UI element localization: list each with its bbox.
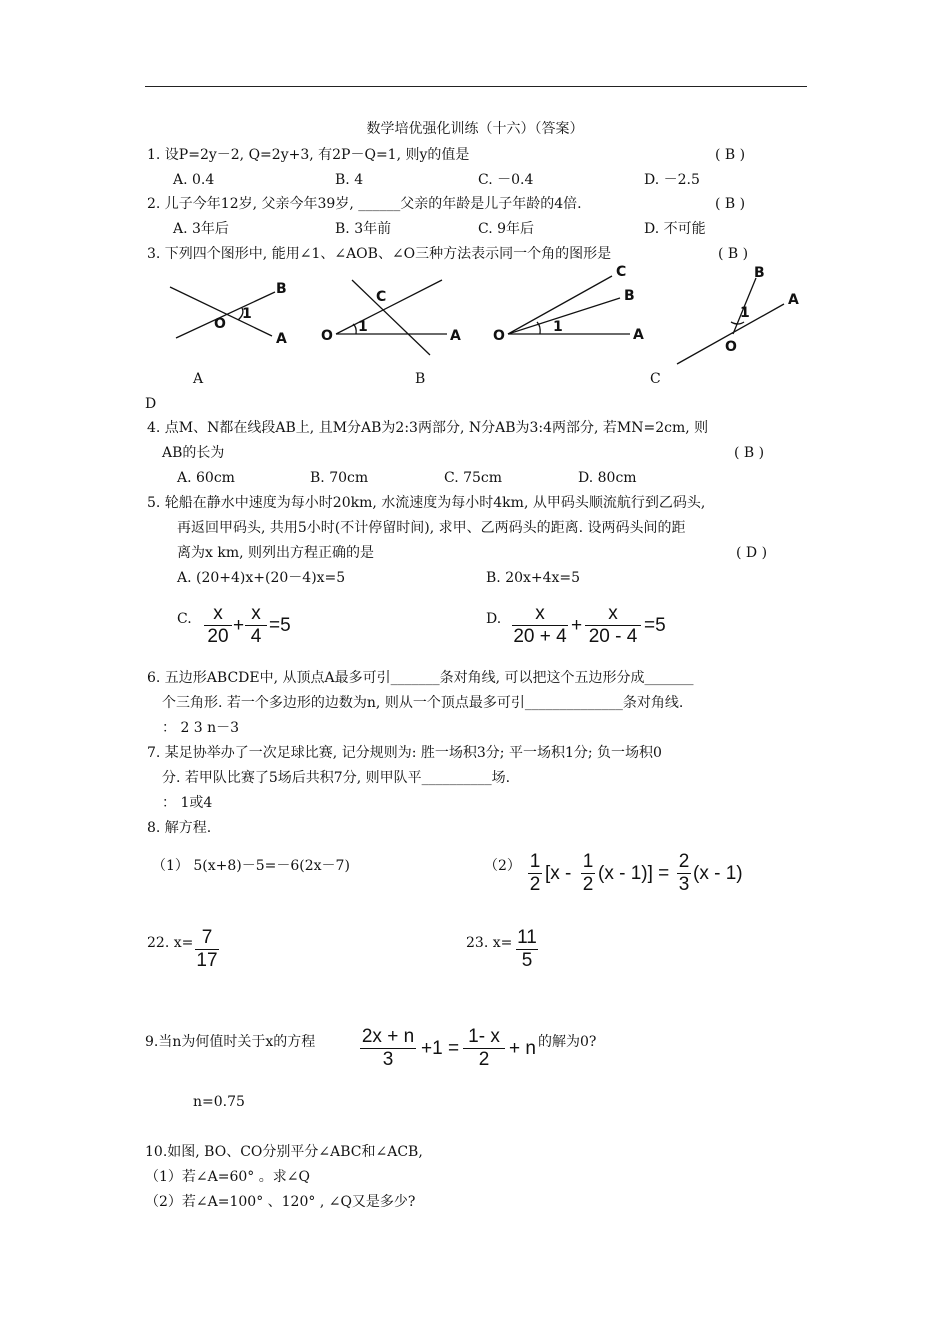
numerator: x	[608, 603, 618, 624]
plus-sign: +	[571, 615, 583, 636]
numerator: 1	[529, 851, 541, 872]
q9-suffix: 的解为0?	[538, 1034, 597, 1050]
q4-answer: ( B )	[734, 445, 765, 461]
q1-stem: 1. 设P=2y－2, Q=2y+3, 有2P－Q=1, 则y的值是	[147, 147, 470, 163]
q2-stem: 2. 儿子今年12岁, 父亲今年39岁, ______父亲的年龄是儿子年龄的4倍.	[147, 196, 582, 212]
fig-c-label-1: 1	[553, 319, 563, 335]
q2-option-a: A. 3年后	[173, 221, 229, 237]
q4-line2: AB的长为	[162, 445, 225, 461]
q8-eq-middle-2: (x - 1)] =	[598, 863, 670, 884]
q1-option-b: B. 4	[335, 172, 364, 188]
q1-option-c: C. －0.4	[478, 172, 534, 188]
denominator: 2	[529, 874, 541, 895]
q7-answer: ： 1或4	[162, 795, 213, 811]
denominator: 4	[245, 625, 267, 648]
fig-b-label-a: A	[450, 328, 461, 344]
q2-option-b: B. 3年前	[335, 221, 392, 237]
q8-stem: 8. 解方程.	[147, 820, 212, 836]
fig-d-label-a: A	[788, 292, 799, 308]
q3-caption-a: A	[193, 371, 204, 387]
q8-eq-fraction-1	[528, 851, 542, 896]
plus-sign: +	[233, 615, 245, 636]
q8-eq-fraction-3	[677, 851, 691, 896]
fig-b-label-1: 1	[358, 319, 368, 335]
q9-prefix: 9.当n为何值时关于x的方程	[145, 1034, 316, 1050]
q3-caption-c: C	[650, 371, 661, 387]
q8-part2-label: （2）	[484, 858, 521, 874]
q6-line2: 个三角形. 若一个多边形的边数为n, 则从一个顶点最多可引______________条对角线.	[162, 695, 684, 711]
q4-option-a: A. 60cm	[177, 470, 235, 486]
q2-option-c: C. 9年后	[478, 221, 535, 237]
q4-line1: 4. 点M、N都在线段AB上, 且M分AB为2:3两部分, N分AB为3:4两部分, 若MN=2cm, 则	[147, 420, 709, 436]
fig-a-label-1: 1	[242, 306, 252, 322]
q1-answer: ( B )	[715, 147, 746, 163]
numerator: x	[213, 603, 223, 624]
fig-d-label-o: O	[725, 339, 737, 355]
q5-line3: 离为x km, 则列出方程正确的是	[177, 545, 375, 561]
denominator: 2	[582, 874, 594, 895]
q3-stem: 3. 下列四个图形中, 能用∠1、∠AOB、∠O三种方法表示同一个角的图形是	[147, 246, 612, 262]
q4-option-d: D. 80cm	[578, 470, 637, 486]
fig-d-label-1: 1	[740, 305, 750, 321]
q8-answer-1-label: 22. x=	[147, 935, 194, 951]
numerator: 7	[201, 927, 213, 948]
q6-answer: ： 2 3 n－3	[162, 720, 240, 736]
q5-option-c-label: C.	[177, 611, 192, 627]
q4-option-b: B. 70cm	[310, 470, 369, 486]
page-title: 数学培优强化训练（十六）（答案）	[366, 121, 584, 137]
fig-c-label-o: O	[493, 328, 505, 344]
q8-answer-2-fraction	[516, 927, 538, 972]
numerator: 1	[582, 851, 594, 872]
q5-d-fraction-1	[512, 603, 568, 648]
denominator: 5	[516, 949, 538, 972]
q9-answer: n=0.75	[193, 1094, 245, 1110]
q5-line2: 再返回甲码头, 共用5小时(不计停留时间), 求甲、乙两码头的距离. 设两码头间的距	[177, 520, 686, 536]
denominator: 3	[678, 874, 690, 895]
numerator: 1- x	[468, 1026, 500, 1047]
q3-caption-b: B	[415, 371, 426, 387]
q3-caption-d: D	[145, 396, 157, 412]
q8-eq-fraction-2	[581, 851, 595, 896]
equals-five: =5	[269, 615, 291, 636]
fig-d-label-b: B	[754, 265, 765, 281]
q8-eq-middle-1: [x -	[545, 863, 572, 884]
q8-part1: （1） 5(x+8)－5=－6(2x－7)	[152, 858, 350, 874]
q5-option-a: A. (20+4)x+(20－4)x=5	[177, 570, 346, 586]
fig-c-label-a: A	[633, 327, 644, 343]
q4-option-c: C. 75cm	[444, 470, 503, 486]
q5-option-d-label: D.	[486, 611, 502, 627]
fig-c-label-b: B	[624, 288, 635, 304]
numerator: 2	[678, 851, 690, 872]
q6-line1: 6. 五边形ABCDE中, 从顶点A最多可引_______条对角线, 可以把这个五边形分成_______	[147, 670, 694, 686]
numerator: x	[251, 603, 261, 624]
q9-end: + n	[509, 1038, 536, 1059]
q9-fraction-2	[463, 1026, 505, 1071]
q1-option-a: A. 0.4	[173, 172, 215, 188]
fig-a-label-o: O	[214, 316, 226, 332]
numerator: x	[535, 603, 545, 624]
q9-middle: +1 =	[421, 1038, 460, 1059]
q8-answer-2-label: 23. x=	[466, 935, 513, 951]
fig-d-line-oa	[677, 304, 784, 364]
numerator: 11	[517, 927, 537, 948]
fig-a-label-b: B	[276, 281, 287, 297]
denominator: 20 + 4	[513, 626, 567, 647]
q5-answer: ( D )	[736, 545, 768, 561]
q8-eq-end: (x - 1)	[693, 863, 743, 884]
q7-line1: 7. 某足协举办了一次足球比赛, 记分规则为: 胜一场积3分; 平一场积1分; 负一场积0	[147, 745, 662, 761]
q9-fraction-1	[360, 1026, 416, 1071]
denominator: 3	[360, 1048, 416, 1071]
denominator: 20	[204, 625, 232, 648]
q5-c-fraction-1	[204, 603, 232, 648]
fig-b-line-oc	[336, 280, 442, 334]
fig-a-label-a: A	[276, 331, 287, 347]
q5-line1: 5. 轮船在静水中速度为每小时20km, 水流速度为每小时4km, 从甲码头顺流航行到乙码头,	[147, 495, 706, 511]
q2-answer: ( B )	[715, 196, 746, 212]
q1-option-d: D. －2.5	[644, 172, 700, 188]
q3-answer: ( B )	[718, 246, 749, 262]
q3-figures	[0, 0, 950, 420]
q7-line2: 分. 若甲队比赛了5场后共积7分, 则甲队平__________场.	[162, 770, 511, 786]
q10-line3: （2）若∠A=100° 、120° , ∠Q又是多少?	[145, 1194, 416, 1210]
q5-c-fraction-2	[245, 603, 267, 648]
fig-b-crossing-line	[352, 280, 430, 355]
denominator: 17	[196, 950, 218, 971]
q8-answer-1-fraction	[195, 927, 219, 972]
q2-option-d: D. 不可能	[644, 221, 706, 237]
q10-line2: （1）若∠A=60° 。求∠Q	[145, 1169, 310, 1185]
fig-c-label-c: C	[616, 264, 627, 280]
q10-line1: 10.如图, BO、CO分别平分∠ABC和∠ACB,	[145, 1144, 423, 1160]
denominator: 2	[463, 1048, 505, 1071]
q5-d-fraction-2	[585, 603, 641, 648]
denominator: 20 - 4	[585, 625, 641, 648]
fig-b-label-o: O	[321, 328, 333, 344]
q5-option-b: B. 20x+4x=5	[486, 570, 581, 586]
equals-five: =5	[644, 615, 666, 636]
numerator: 2x + n	[361, 1026, 415, 1047]
fig-b-label-c: C	[376, 289, 387, 305]
